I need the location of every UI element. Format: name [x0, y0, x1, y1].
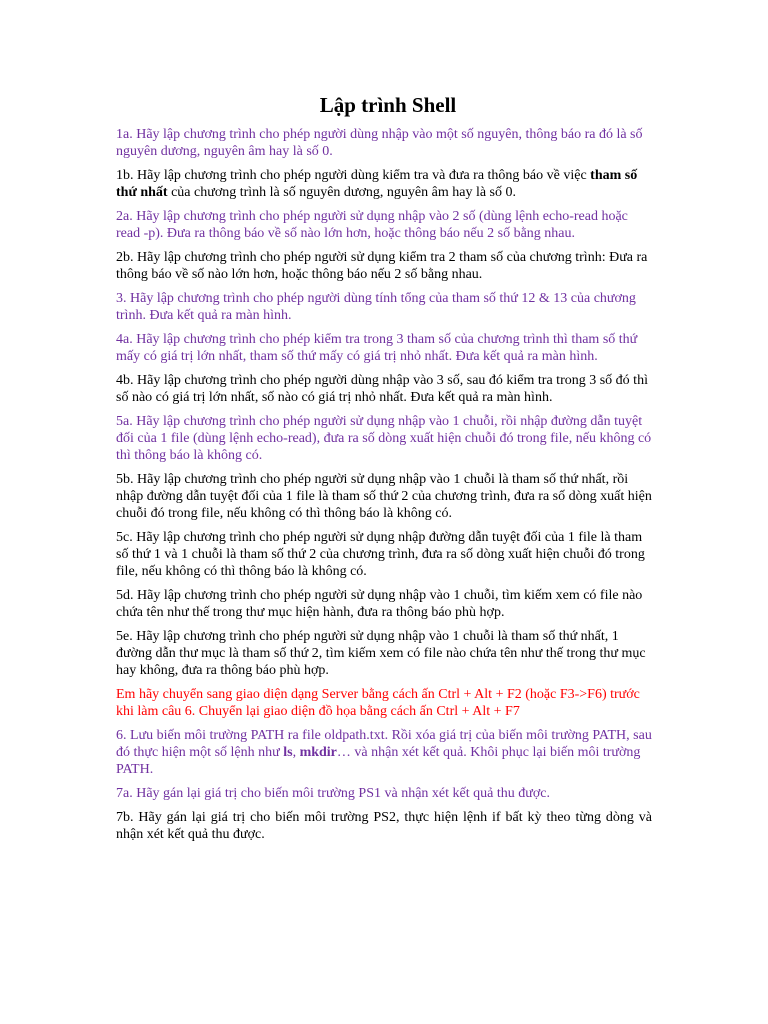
exercise-6-ls-command: ls: [283, 745, 293, 760]
exercise-4b: 4b. Hãy lập chương trình cho phép người dùng nhập vào 3 số, sau đó kiểm tra trong 3 số đó thì số nào có giá trị lớn nhất, số nào có giá trị nhỏ nhất. Đưa kết quả ra màn hình.: [116, 373, 648, 405]
exercise-3: 3. Hãy lập chương trình cho phép người dùng tính tổng của tham số thứ 12 & 13 của chương trình. Đưa kết quả ra màn hình.: [116, 291, 636, 323]
exercise-6-separator: ,: [292, 745, 300, 760]
exercise-7a: 7a. Hãy gán lại giá trị cho biến môi trường PS1 và nhận xét kết quả thu được.: [116, 786, 550, 801]
exercise-6-text-end: … và nhận xét kết quả. Khôi phục lại biến môi trường PATH.: [116, 745, 641, 777]
exercise-5e: 5e. Hãy lập chương trình cho phép người sử dụng nhập vào 1 chuỗi là tham số thứ nhất, 1 đường dẫn thư mục là tham số thứ 2, tìm kiếm xem có file nào chứa tên như thế trong thư mục hay không, đưa ra thông báo phù hợp.: [116, 629, 646, 678]
page-title: Lập trình Shell: [319, 93, 457, 117]
exercise-7b: 7b. Hãy gán lại giá trị cho biến môi trường PS2, thực hiện lệnh if bất kỳ theo từng dòng và nhận xét kết quả thu được.: [116, 810, 652, 842]
exercise-1b-bold-term: tham số thứ nhất: [116, 168, 638, 200]
exercise-5a: 5a. Hãy lập chương trình cho phép người sử dụng nhập vào 1 chuỗi, rồi nhập đường dẫn tuyệt đối của 1 file (dùng lệnh echo-read), đưa ra số dòng xuất hiện chuỗi đó trong file, nếu không có thì thông báo là không có.: [116, 414, 652, 463]
exercise-1b-text-start: 1b. Hãy lập chương trình cho phép người dùng kiểm tra và đưa ra thông báo về việc: [116, 168, 591, 183]
exercise-4a: 4a. Hãy lập chương trình cho phép kiểm tra trong 3 tham số của chương trình thì tham số thứ mấy có giá trị lớn nhất, tham số thứ mấy có giá trị nhỏ nhất. Đưa kết quả ra màn hình.: [116, 332, 638, 364]
exercise-1b-text-end: của chương trình là số nguyên dương, nguyên âm hay là số 0.: [167, 185, 517, 200]
exercise-1a: 1a. Hãy lập chương trình cho phép người dùng nhập vào một số nguyên, thông báo ra đó là số nguyên dương, nguyên âm hay là số 0.: [116, 127, 643, 159]
document-page: [116, 92, 652, 850]
exercise-6: [116, 727, 652, 778]
exercise-5d: 5d. Hãy lập chương trình cho phép người sử dụng nhập vào 1 chuỗi, tìm kiếm xem có file nào chứa tên như thế trong thư mục hiện hành, đưa ra thông báo phù hợp.: [116, 588, 643, 620]
exercise-6-mkdir-command: mkdir: [299, 745, 337, 760]
exercise-1b: [116, 167, 652, 201]
exercise-5c: 5c. Hãy lập chương trình cho phép người sử dụng nhập đường dẫn tuyệt đối của 1 file là tham số thứ 1 và 1 chuỗi là tham số thứ 2 của chương trình, đưa ra số dòng xuất hiện chuỗi đó trong file, nếu không có thì thông báo là không có.: [116, 530, 645, 579]
server-mode-note: Em hãy chuyển sang giao diện dạng Server bằng cách ấn Ctrl + Alt + F2 (hoặc F3->F6) trước khi làm câu 6. Chuyển lại giao diện đồ họa bằng cách ấn Ctrl + Alt + F7: [116, 687, 640, 719]
exercise-6-text-start: 6. Lưu biến môi trường PATH ra file oldpath.txt. Rồi xóa giá trị của biến môi trường PATH, sau đó thực hiện một số lệnh như: [116, 728, 652, 760]
exercise-5b: 5b. Hãy lập chương trình cho phép người sử dụng nhập vào 1 chuỗi là tham số thứ nhất, rồi nhập đường dẫn tuyệt đối của 1 file là tham số thứ 2 của chương trình, đưa ra số dòng xuất hiện chuỗi đó trong file, nếu không có thì thông báo là không có.: [116, 472, 652, 521]
exercise-2a: 2a. Hãy lập chương trình cho phép người sử dụng nhập vào 2 số (dùng lệnh echo-read hoặc read -p). Đưa ra thông báo về số nào lớn hơn, hoặc thông báo nếu 2 số bằng nhau.: [116, 209, 628, 241]
exercise-2b: 2b. Hãy lập chương trình cho phép người sử dụng kiểm tra 2 tham số của chương trình: Đưa ra thông báo về số nào lớn hơn, hoặc thông báo nếu 2 số bằng nhau.: [116, 250, 648, 282]
